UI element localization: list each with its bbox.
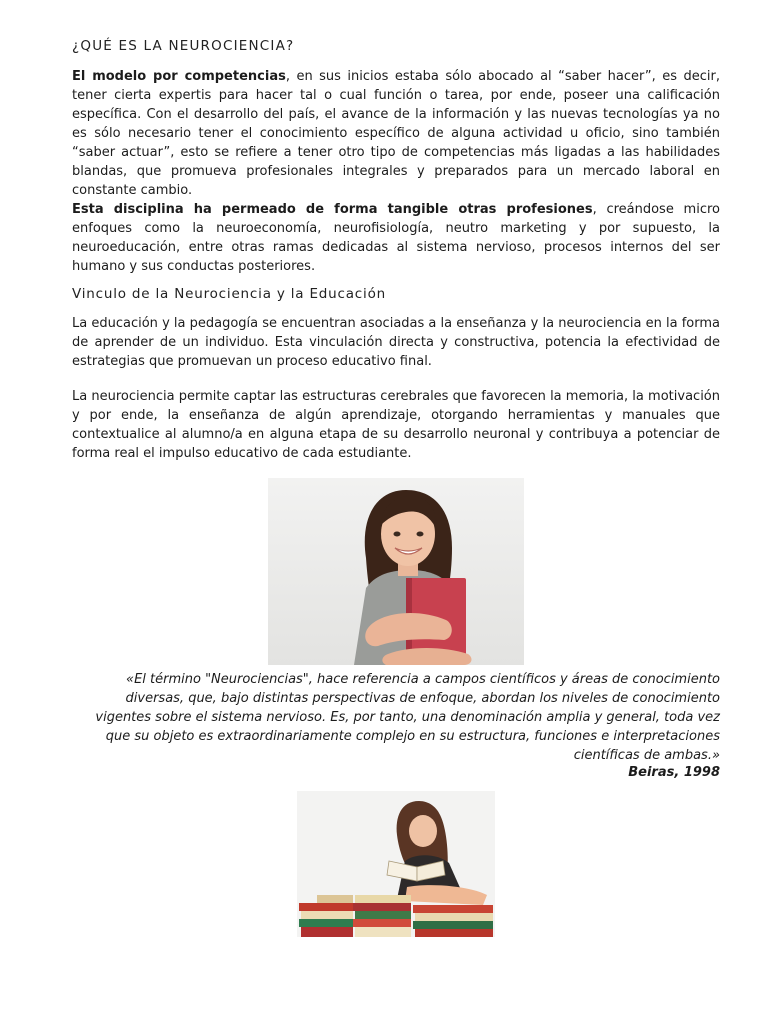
bold-lead: Esta disciplina ha permeado de forma tangible otras profesiones (72, 202, 593, 217)
paragraph-text: , creándose micro enfoques como la neuroeconomía, neurofisiología, neutro marketing y por supuesto, la neuroeducación, entre otras ramas dedicadas al sistema nervioso, procesos internos del ser humano y sus conductas posteriores. (72, 202, 720, 274)
section-subheading: Vinculo de la Neurociencia y la Educación (72, 286, 386, 302)
quote-author: Beiras, 1998 (628, 765, 720, 780)
girl-reading-books-photo (297, 791, 495, 937)
paragraph-neurociencia: La neurociencia permite captar las estructuras cerebrales que favorecen la memoria, la motivación y por ende, la enseñanza de algún aprendizaje, otorgando herramientas y manuales que contextualice al alumno/a en alguna etapa de su desarrollo neuronal y contribuya a potenciar de forma real el impulso educativo de cada estudiante. (72, 389, 720, 461)
girl-with-book-photo (268, 478, 524, 665)
paragraph-vinculo: La educación y la pedagogía se encuentran asociadas a la enseñanza y la neurociencia en la forma de aprender de un individuo. Esta vinculación directa y constructiva, potencia la efectividad de estrategias que promuevan un proceso educativo final. (72, 316, 720, 369)
paragraph-competencias (72, 67, 720, 200)
paragraph-text: , en sus inicios estaba sólo abocado al “saber hacer”, es decir, tener cierta expertis para hacer tal o cual función o tarea, por ende, poseer una calificación específica. Con el desarrollo del país, el avance de la información y las nuevas tecnologías ya no es sólo necesario tener el conocimiento específico de alguna actividad u oficio, sino también “saber actuar”, esto se refiere a tener otro tipo de competencias más ligadas a las habilidades blandas, que promueva profesionales integrales y preparados para un mercado laboral en constante cambio. (72, 69, 720, 198)
bold-lead: El modelo por competencias (72, 69, 286, 84)
block-quote: «El término "Neurociencias", hace referencia a campos científicos y áreas de conocimiento diversas, que, bajo distintas perspectivas de enfoque, abordan los niveles de conocimiento vigentes sobre el sistema nervioso. Es, por tanto, una denominación amplia y general, toda vez que su objeto es extraordinariamente complejo en su estructura, funciones e interpretaciones científicas de ambas.» (95, 672, 720, 763)
document-page (72, 38, 720, 463)
page-title: ¿QUÉ ES LA NEUROCIENCIA? (72, 38, 295, 54)
paragraph-disciplina (72, 200, 720, 276)
